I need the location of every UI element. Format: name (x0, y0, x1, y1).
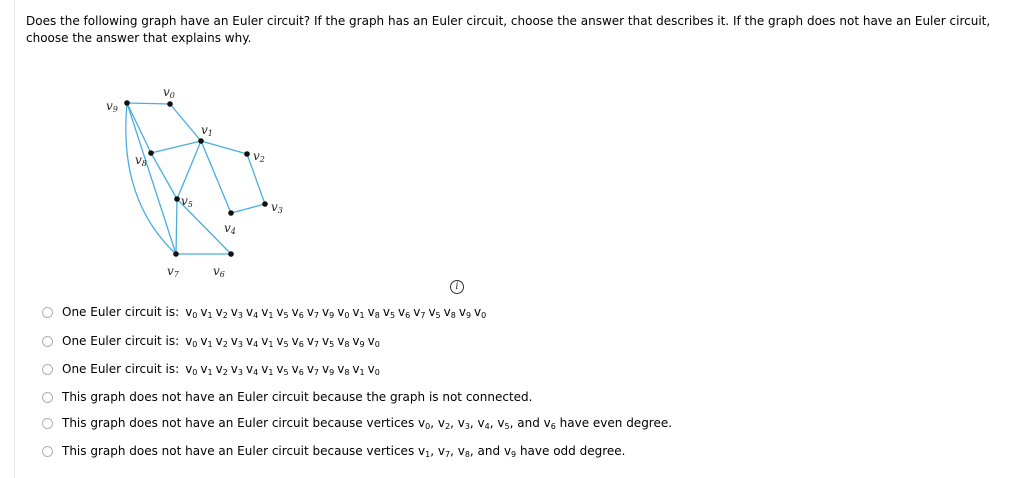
radio-button[interactable] (42, 446, 53, 457)
answer-option-4[interactable] (42, 387, 532, 407)
vertex-ref: $v_2$ (437, 415, 451, 431)
radio-button[interactable] (42, 307, 53, 318)
vertex-ref: $v_9$ (322, 361, 335, 377)
vertex-ref: $v_5$ (428, 304, 441, 320)
answer-option-2[interactable] (42, 331, 380, 351)
vertex-label-v2: v2 (253, 149, 265, 164)
vertex-ref: $v_8$ (457, 443, 470, 459)
vertex-ref: $v_7$ (306, 304, 320, 320)
option-label: One Euler circuit is: $v_0$ $v_1$ $v_2$ $v_3$ $v_4$ $v_1$ $v_5$ $v_6$ $v_7$ $v_9$ $v_0$ $v_1$ $v_8$ $v_5$ $v_6$ $v_7$ $v_5$ $v_8$ $v_9$ $v_0$ (62, 304, 487, 320)
vertex-ref: $v_7$ (306, 333, 320, 349)
vertex-v0 (167, 101, 173, 107)
vertex-ref: $v_1$ (261, 333, 274, 349)
vertex-ref: $v_2$ (215, 333, 228, 349)
edge-v8-v5 (151, 153, 177, 199)
vertex-ref: $v_6$ (398, 304, 411, 320)
edge-v9-v0 (127, 103, 170, 104)
vertex-ref: $v_6$ (543, 415, 556, 431)
answer-option-3[interactable] (42, 359, 380, 379)
vertex-v8 (148, 150, 154, 156)
vertex-ref: $v_9$ (352, 333, 365, 349)
option-label: This graph does not have an Euler circuit because vertices $v_1$, $v_7$, $v_8$, and $v_9$ have odd degree. (62, 443, 626, 459)
vertex-ref: $v_5$ (382, 304, 396, 320)
graph-edges (126, 103, 265, 254)
vertex-ref: $v_0$ (474, 304, 487, 320)
vertex-ref: $v_1$ (261, 304, 274, 320)
vertex-ref: $v_1$ (200, 333, 213, 349)
vertex-v6 (228, 251, 234, 257)
answer-option-5[interactable] (42, 413, 672, 433)
vertex-label-v4: v4 (224, 221, 236, 236)
question-text: Does the following graph have an Euler circuit? If the graph has an Euler circuit, choose the answer that describes it. If the graph does not have an Euler circuit, choose the answer that explains why. (26, 14, 991, 45)
option-label: One Euler circuit is: $v_0$ $v_1$ $v_2$ $v_3$ $v_4$ $v_1$ $v_5$ $v_6$ $v_7$ $v_9$ $v_8$ $v_1$ $v_0$ (62, 361, 380, 377)
vertex-ref: $v_9$ (503, 443, 517, 459)
radio-button[interactable] (42, 364, 53, 375)
vertex-ref: $v_5$ (322, 333, 335, 349)
vertex-label-v6: v6 (213, 264, 225, 279)
vertex-ref: $v_8$ (443, 304, 456, 320)
edge-v4-v1 (201, 141, 231, 213)
vertex-ref: $v_6$ (291, 304, 304, 320)
answer-option-1[interactable] (42, 302, 486, 322)
edge-v1-v5 (177, 141, 201, 199)
vertex-v9 (124, 100, 130, 106)
vertex-ref: $v_9$ (322, 304, 335, 320)
edge-v0-v1 (170, 104, 201, 141)
info-icon[interactable]: i (450, 280, 464, 294)
vertex-ref: $v_0$ (337, 304, 350, 320)
vertex-label-v3: v3 (271, 200, 283, 215)
vertex-v7 (173, 251, 179, 257)
vertex-ref: $v_0$ (367, 361, 380, 377)
vertex-ref: $v_7$ (306, 361, 320, 377)
vertex-ref: $v_4$ (246, 304, 259, 320)
vertex-v5 (174, 196, 180, 202)
vertex-ref: $v_1$ (352, 361, 365, 377)
vertex-ref: $v_3$ (230, 361, 243, 377)
edge-v7-v9 (127, 103, 176, 254)
vertex-ref: $v_3$ (457, 415, 470, 431)
vertex-ref: $v_7$ (437, 443, 451, 459)
edge-v1-v8 (151, 141, 201, 153)
vertex-ref: $v_0$ (185, 361, 198, 377)
vertex-ref: $v_4$ (246, 361, 259, 377)
option-label: This graph does not have an Euler circuit because the graph is not connected. (62, 390, 533, 404)
vertex-ref: $v_1$ (418, 443, 431, 459)
vertex-ref: $v_4$ (246, 333, 259, 349)
vertex-ref: $v_6$ (291, 333, 304, 349)
vertex-ref: $v_0$ (185, 333, 198, 349)
vertex-ref: $v_0$ (367, 333, 380, 349)
answer-option-6[interactable] (42, 441, 625, 461)
vertex-ref: $v_8$ (337, 361, 350, 377)
vertex-ref: $v_1$ (261, 361, 274, 377)
radio-button[interactable] (42, 336, 53, 347)
vertex-ref: $v_5$ (276, 361, 289, 377)
vertex-ref: $v_5$ (497, 415, 510, 431)
vertex-label-v9: v9 (106, 99, 118, 114)
edge-v7-v5 (176, 199, 177, 254)
vertex-label-v1: v1 (201, 123, 213, 138)
vertex-ref: $v_1$ (352, 304, 365, 320)
option-label: One Euler circuit is: $v_0$ $v_1$ $v_2$ $v_3$ $v_4$ $v_1$ $v_5$ $v_6$ $v_7$ $v_5$ $v_8$ $v_9$ $v_0$ (62, 333, 380, 349)
vertex-v2 (244, 151, 250, 157)
vertex-v3 (262, 201, 268, 207)
graph-vertices (124, 100, 268, 257)
vertex-ref: $v_6$ (291, 361, 304, 377)
vertex-ref: $v_3$ (230, 304, 243, 320)
vertex-label-v0: v0 (163, 85, 175, 100)
vertex-ref: $v_0$ (418, 415, 431, 431)
vertex-ref: $v_5$ (276, 304, 289, 320)
vertex-ref: $v_2$ (215, 361, 228, 377)
vertex-ref: $v_9$ (458, 304, 472, 320)
radio-button[interactable] (42, 418, 53, 429)
vertex-label-v7: v7 (167, 264, 179, 279)
vertex-v4 (228, 210, 234, 216)
vertex-ref: $v_0$ (185, 304, 198, 320)
vertex-ref: $v_4$ (477, 415, 490, 431)
radio-button[interactable] (42, 392, 53, 403)
vertex-ref: $v_8$ (367, 304, 380, 320)
edge-v3-v4 (231, 204, 265, 213)
edge-v8-v9 (127, 103, 151, 153)
vertex-label-v5: v5 (181, 194, 193, 209)
vertex-ref: $v_1$ (200, 304, 213, 320)
edge-v1-v2 (201, 141, 247, 154)
vertex-ref: $v_5$ (276, 333, 289, 349)
option-label: This graph does not have an Euler circuit because vertices $v_0$, $v_2$, $v_3$, $v_4$, $v_5$, and $v_6$ have even degree. (62, 415, 673, 431)
vertex-ref: $v_8$ (337, 333, 350, 349)
vertex-label-v8: v8 (135, 153, 147, 168)
vertex-ref: $v_1$ (200, 361, 213, 377)
vertex-ref: $v_7$ (413, 304, 426, 320)
vertex-v1 (198, 138, 204, 144)
vertex-ref: $v_3$ (230, 333, 243, 349)
vertex-ref: $v_2$ (215, 304, 228, 320)
